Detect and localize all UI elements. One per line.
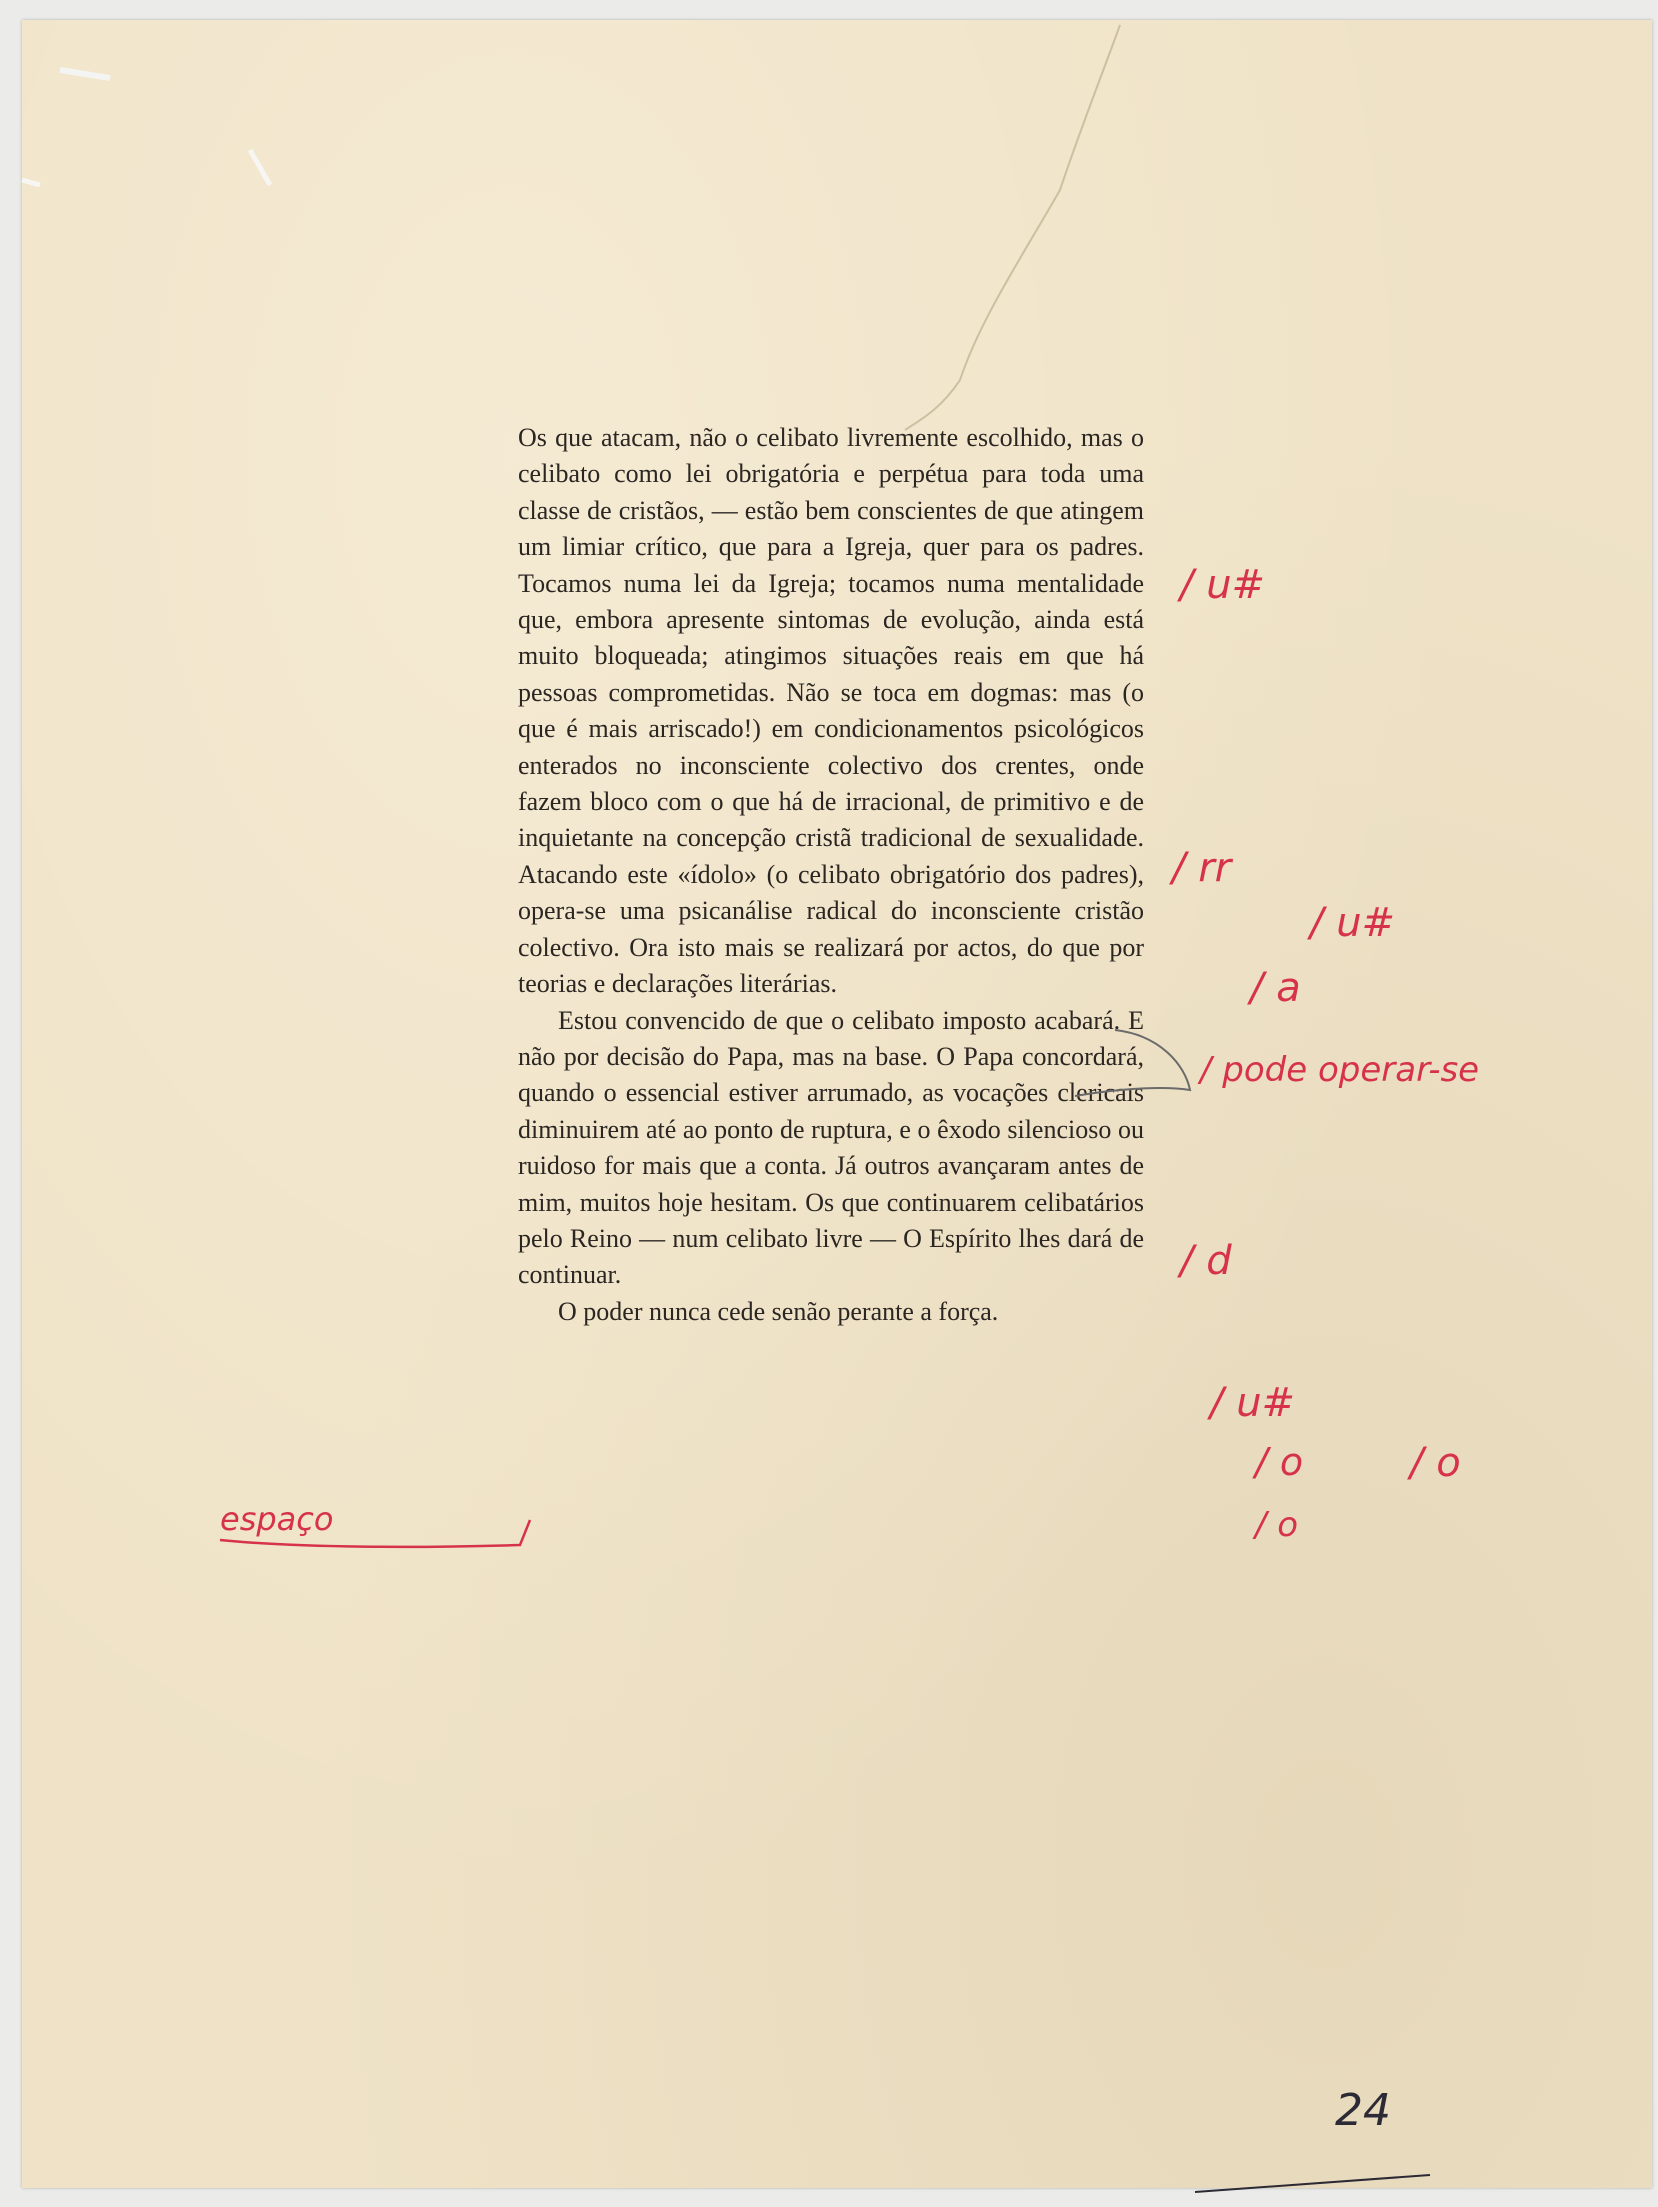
margin-mark-8: / o [1255, 1440, 1304, 1484]
margin-mark-2: / rr [1172, 845, 1232, 891]
margin-mark-3: / u# [1310, 900, 1396, 946]
margin-mark-9: / o [1410, 1440, 1461, 1486]
margin-mark-10: / o [1255, 1505, 1299, 1545]
margin-mark-1: / u# [1180, 562, 1266, 608]
margin-mark-4: / a [1250, 965, 1301, 1011]
page-number: 24 [1335, 2085, 1391, 2136]
margin-mark-5: / pode operar-se [1200, 1050, 1480, 1090]
paragraph-3: O poder nunca cede senão perante a força. [558, 1296, 999, 1326]
margin-mark-7: / u# [1210, 1380, 1296, 1426]
paragraph-2: Estou convencido de que o celibato imposto acabará. E não por decisão do Papa, mas na base. O Papa concordará, quando o essencial estiver arrumado, as vocações clericais diminuirem até ao ponto de ruptura, e o êxodo silencioso ou ruidoso for mais que a conta. Já outros avançaram antes de mim, muitos hoje hesitam. Os que continuarem celibatários pelo Reino — num celibato livre — O Espírito lhes dará de continuar. [518, 1005, 1144, 1290]
paragraph-1: Os que atacam, não o celibato livremente escolhido, mas o celibato como lei obrigatória e perpétua para toda uma classe de cristãos, — estão bem conscientes de que atingem um limiar crítico, que para a Igreja, quer para os padres. Tocamos numa lei da Igreja; tocamos numa mentalidade que, embora apresente sintomas de evolução, ainda está muito bloqueada; atingimos situações reais em que há pessoas comprometidas. Não se toca em dogmas: mas (o que é mais arriscado!) em condicionamentos psicológicos enterados no inconsciente colectivo dos crentes, onde fazem bloco com o que há de irracional, de primitivo e de inquietante na concepção cristã tradicional de sexualidade. Atacando este «ídolo» (o celibato obrigatório dos padres), opera-se uma psicanálise radical do inconsciente cristão colectivo. Ora isto mais se realizará por actos, do que por teorias e declarações literárias. [518, 423, 1144, 999]
left-margin-note: espaço [220, 1500, 334, 1538]
body-text [518, 420, 1144, 1330]
margin-mark-6: / d [1180, 1238, 1232, 1284]
